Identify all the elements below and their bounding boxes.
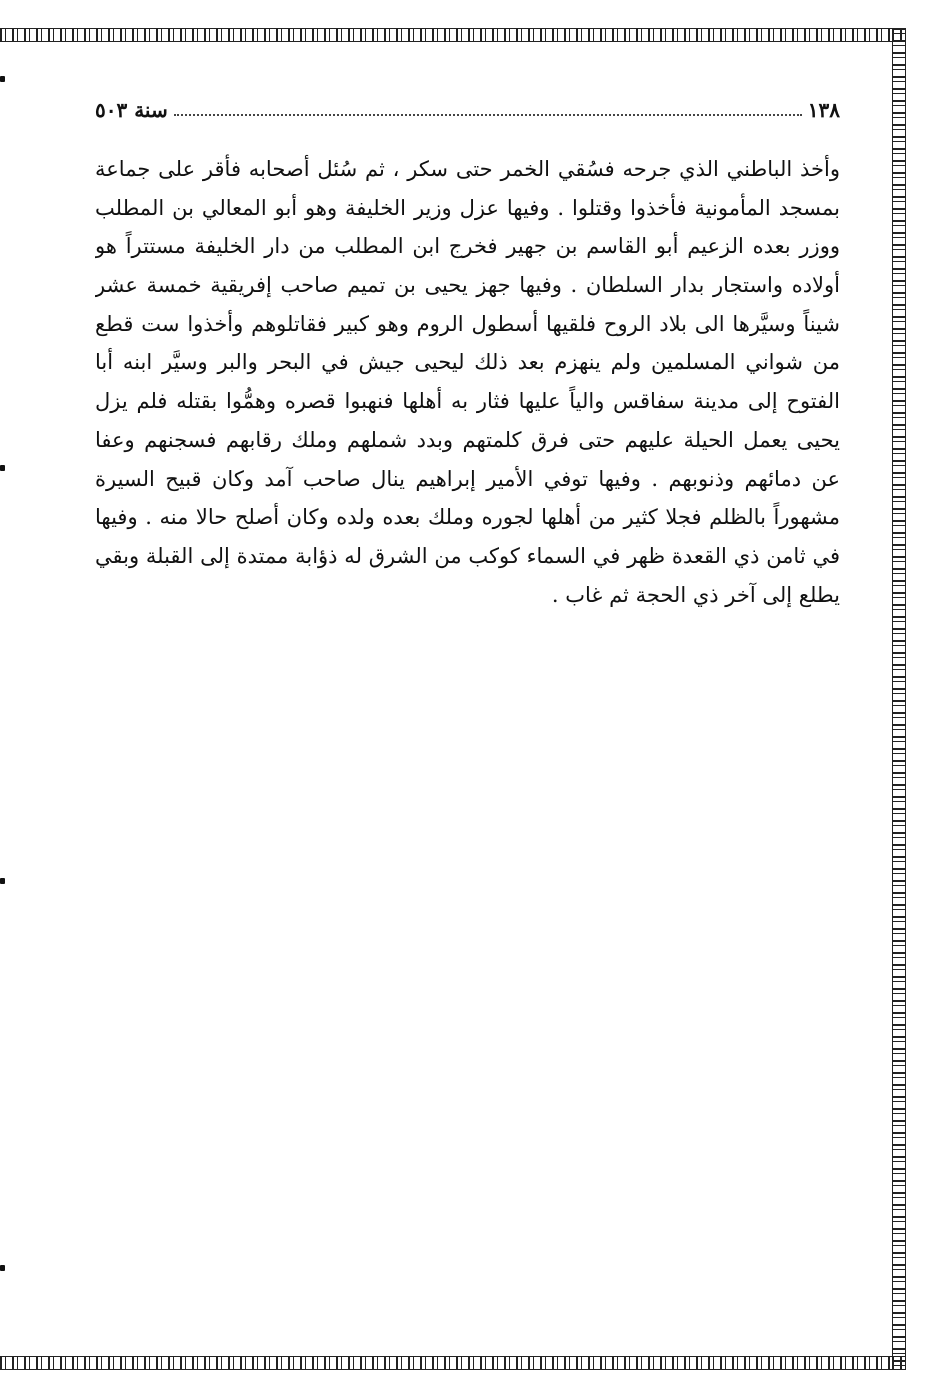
- text-line: شيناً وسيَّرها الى بلاد الروح فلقيها أسطول الروم وهو كبير فقاتلوهم وأخذوا ست قطع: [95, 311, 840, 336]
- text-line: بمسجد المأمونية فأخذوا وقتلوا . وفيها عزل وزير الخليفة وهو أبو المعالي بن المطلب: [95, 195, 840, 220]
- text-line: في ثامن ذي القعدة ظهر في السماء كوكب من الشرق له ذؤابة ممتدة إلى القبلة وبقي: [95, 543, 840, 568]
- text-line: أولاده واستجار بدار السلطان . وفيها جهز يحيى بن تميم صاحب إفريقية خمسة عشر: [95, 273, 840, 298]
- running-header: [95, 92, 840, 122]
- text-line: عن دمائهم وذنوبهم . وفيها توفي الأمير إبراهيم ينال صاحب آمد وكان قبيح السيرة: [95, 466, 840, 491]
- decorative-border-right: [892, 28, 906, 1370]
- text-line: ووزر بعده الزعيم أبو القاسم بن جهير فخرج ابن المطلب من دار الخليفة مستتراً هو: [95, 234, 840, 259]
- page-number: ١٣٨: [807, 98, 840, 122]
- text-line: مشهوراً بالظلم فجلا كثير من أهلها لجوره وملك بعده ولده وكان أصلح حالا منه . وفيها: [95, 505, 840, 530]
- text-line: من شواني المسلمين ولم ينهزم بعد ذلك ليحيى جيش في البحر والبر وسيَّر ابنه أبا: [95, 350, 840, 375]
- dotted-leader: [174, 113, 802, 116]
- text-line: الفتوح إلى مدينة سفاقس والياً عليها فثار به أهلها فنهبوا قصره وهمُّوا بقتله فلم يزل: [95, 389, 840, 414]
- year-label: سنة ٥٠٣: [95, 98, 168, 122]
- margin-mark: [0, 76, 5, 82]
- body-text: [95, 150, 840, 614]
- decorative-border-top: [0, 28, 906, 42]
- margin-mark: [0, 878, 5, 884]
- text-line: يحيى يعمل الحيلة عليهم حتى فرق كلمتهم وبدد شملهم وملك رقابهم فسجنهم وعفا: [95, 427, 840, 452]
- margin-mark: [0, 1265, 5, 1271]
- text-line: يطلع إلى آخر ذي الحجة ثم غاب .: [551, 582, 840, 607]
- text-line: وأخذ الباطني الذي جرحه فسُقي الخمر حتى سكر ، ثم سُئل أصحابه فأقر على جماعة: [95, 157, 840, 181]
- decorative-border-bottom: [0, 1356, 906, 1370]
- margin-mark: [0, 465, 5, 471]
